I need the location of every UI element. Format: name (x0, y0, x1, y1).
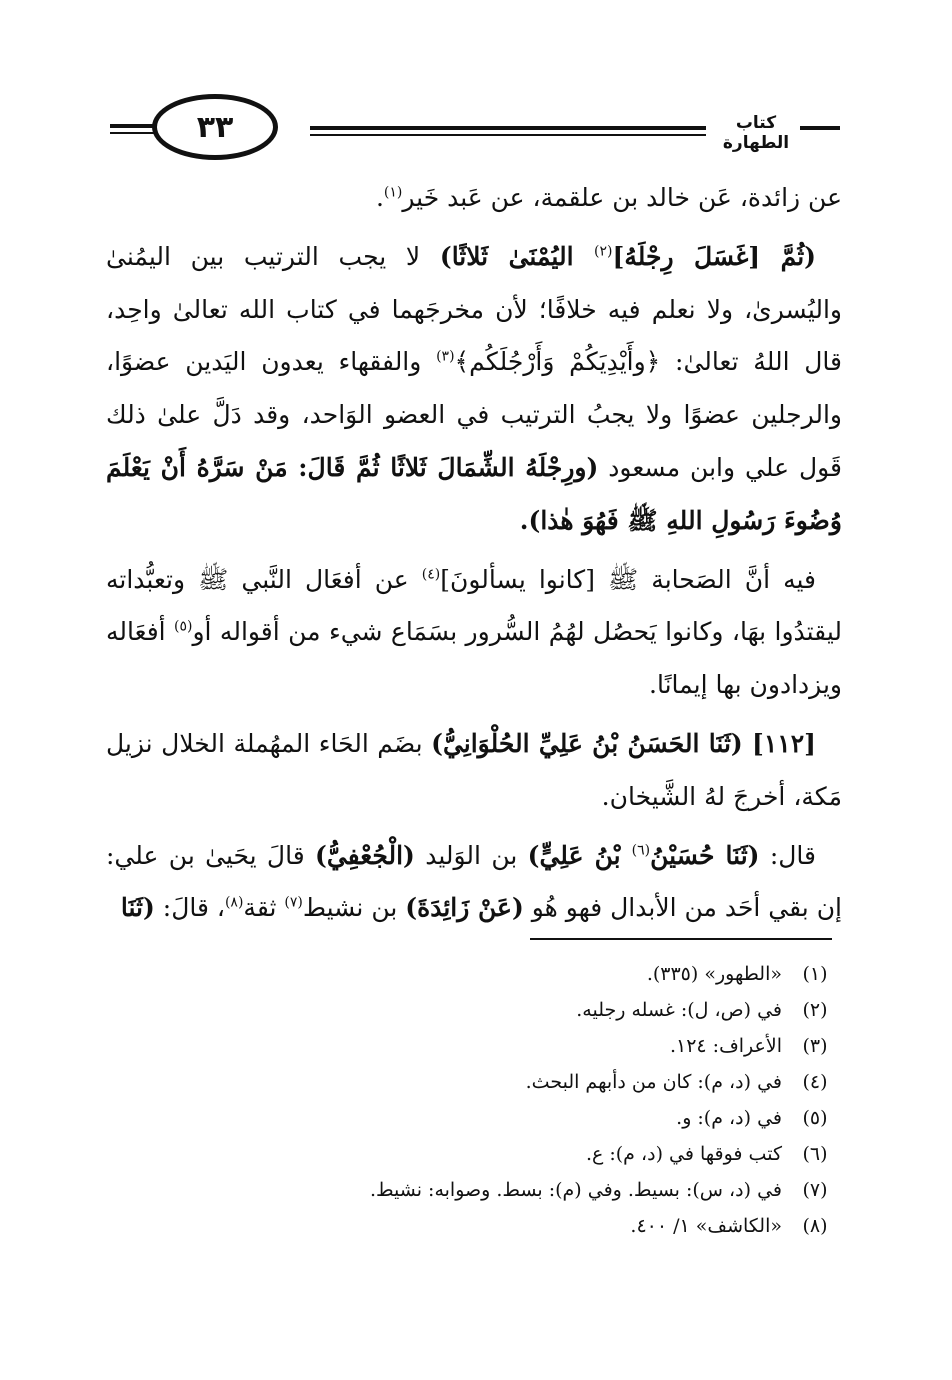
p5-narrator-g: (عَنْ زَائِدَةَ) (405, 893, 524, 923)
p4-narrator: (ثَنَا الحَسَنُ بْنُ عَلِيِّ الحُلْوَانِيُّ) (431, 728, 743, 758)
hadith-number: [١١٢] (742, 728, 816, 758)
footnote-number: (٦) (802, 1143, 828, 1165)
footnote-number: (٨) (802, 1215, 828, 1237)
footnote-ref-2: (٢) (594, 243, 613, 260)
footnotes (232, 956, 832, 1244)
header-rule-right-thin (310, 134, 706, 136)
footnote (232, 956, 832, 992)
footnote-text: في (د، م): و. (676, 1107, 782, 1129)
paragraph-4 (106, 718, 842, 824)
p5-text-f: قالَ يحَيىٰ بن علي: إن بقي أحَد من الأبدال فهو هُو (106, 840, 842, 923)
running-title: كتاب الطهارة (722, 113, 790, 153)
p5-narrator-a: (ثَنَا حُسَيْنُ (650, 840, 760, 870)
footnote-text: في (ص، ل): غسله رجليه. (576, 999, 782, 1021)
main-text (106, 172, 842, 941)
footnote-text: الأعراف: ١٢٤. (669, 1035, 782, 1057)
footnote-ref-3: (٣) (436, 349, 455, 366)
footnote-text: في (د، م): كان من دأبهم البحث. (525, 1071, 782, 1093)
footnote-text: «الطهور» (٣٣٥). (646, 963, 782, 985)
footnote (232, 1172, 832, 1208)
p1-end: . (375, 183, 384, 212)
p2-commentary: لا يجب الترتيب بين اليمُنىٰ واليُسرىٰ، ولا نعلم فيه خلافًا؛ لأن مخرجَهما في كتاب الله تعالىٰ واحِد، قال اللهُ تعالىٰ: ﴿وأَيْدِيَكُمْ وَأَرْجُلَكُم﴾ (106, 241, 842, 377)
footnote (232, 1136, 832, 1172)
footnote (232, 1100, 832, 1136)
footnote (232, 1208, 832, 1244)
p2-commentary-2: والفقهاء يعدون اليَدين عضوًا، والرجلين عضوًا ولا يجبُ الترتيب في العضو الوَاحد، وقد دَلَّ علىٰ ذلك قَول علي وابن مسعود (106, 347, 842, 482)
footnote-ref-8: (٨) (224, 895, 244, 912)
p5-text-a: قال: (759, 840, 817, 870)
footnote-number: (٣) (802, 1035, 828, 1057)
paragraph-3 (106, 554, 842, 712)
header-rule-end (800, 126, 840, 130)
footnote-ref-4: (٤) (421, 566, 441, 583)
paragraph-1 (106, 172, 842, 225)
p2-quote-c: (ورِجْلَهُ الشِّمَالَ ثَلاثًا ثُمَّ قَالَ: مَنْ سَرَّهُ أَنْ يَعْلَمَ وُضُوءَ رَسُولِ اللهِ ﷺ فَهُوَ هٰذا). (106, 452, 842, 535)
footnote-number: (٢) (802, 999, 828, 1021)
footnote-ref-5: (٥) (174, 619, 193, 636)
footnote-number: (٤) (802, 1071, 828, 1093)
p2-quote-a: (ثُمَّ [غَسَلَ رِجْلَهُ] (612, 241, 817, 271)
footnote-number: (٧) (802, 1179, 828, 1201)
page-number: ٣٣ (152, 94, 278, 160)
p3-text-a: فيه أنَّ الصَحابة ﷺ [كانوا يسألونَ] (440, 564, 816, 594)
footnote-number: (٥) (802, 1107, 828, 1129)
footnote-text: كتب فوقها في (د، م): ع. (585, 1143, 782, 1165)
footnote-separator (530, 938, 832, 940)
p3-text-b: عن أفعَال النَّبي ﷺ وتعبُّداته ليقتدُوا بهَا، وكانوا يَحصُل لهُمُ السُّرور بسَمَاع شيء من أقواله أو (106, 564, 842, 647)
p5-text-j: ، قالَ: (154, 893, 225, 923)
page-header (110, 96, 840, 166)
footnote-ref-1: (١) (383, 184, 403, 201)
p5-text-i: ثقة (243, 893, 285, 923)
footnote-text: في (د، س): بسيط. وفي (م): بسط. وصوابه: نشيط. (369, 1179, 782, 1201)
p5-narrator-k: (ثَنَا (120, 893, 155, 923)
p4-text: بضَم الحَاء المهُملة الخلال نزيل مَكة، أخرجَ لهُ الشَّيخان. (106, 728, 842, 811)
paragraph-5 (106, 830, 842, 936)
p5-narrator-b: بْنُ عَلِيٍّ) (527, 840, 632, 870)
footnote (232, 1028, 832, 1064)
paragraph-2 (106, 231, 842, 548)
footnote-ref-6: (٦) (631, 842, 651, 859)
header-rule-right (310, 126, 706, 130)
p5-text-h: بن نشيط (302, 893, 406, 923)
p5-narrator-e: (الْجُعْفِيُّ) (314, 840, 415, 870)
footnote-text: «الكاشف» ١/ ٤٠٠. (630, 1215, 782, 1237)
p1-text: عن زائدة، عَن خالد بن علقمة، عن عَبد خَير (402, 183, 842, 212)
footnote (232, 992, 832, 1028)
footnote-number: (١) (802, 963, 828, 985)
p3-text-c: أفعَاله ويزدادون بها إيمانًا. (106, 617, 842, 700)
p2-quote-b: اليُمْنَىٰ ثَلاثًا) (439, 241, 595, 271)
p5-text-d: بن الوَليد (414, 840, 528, 870)
footnote (232, 1064, 832, 1100)
footnote-ref-7: (٧) (284, 895, 303, 912)
